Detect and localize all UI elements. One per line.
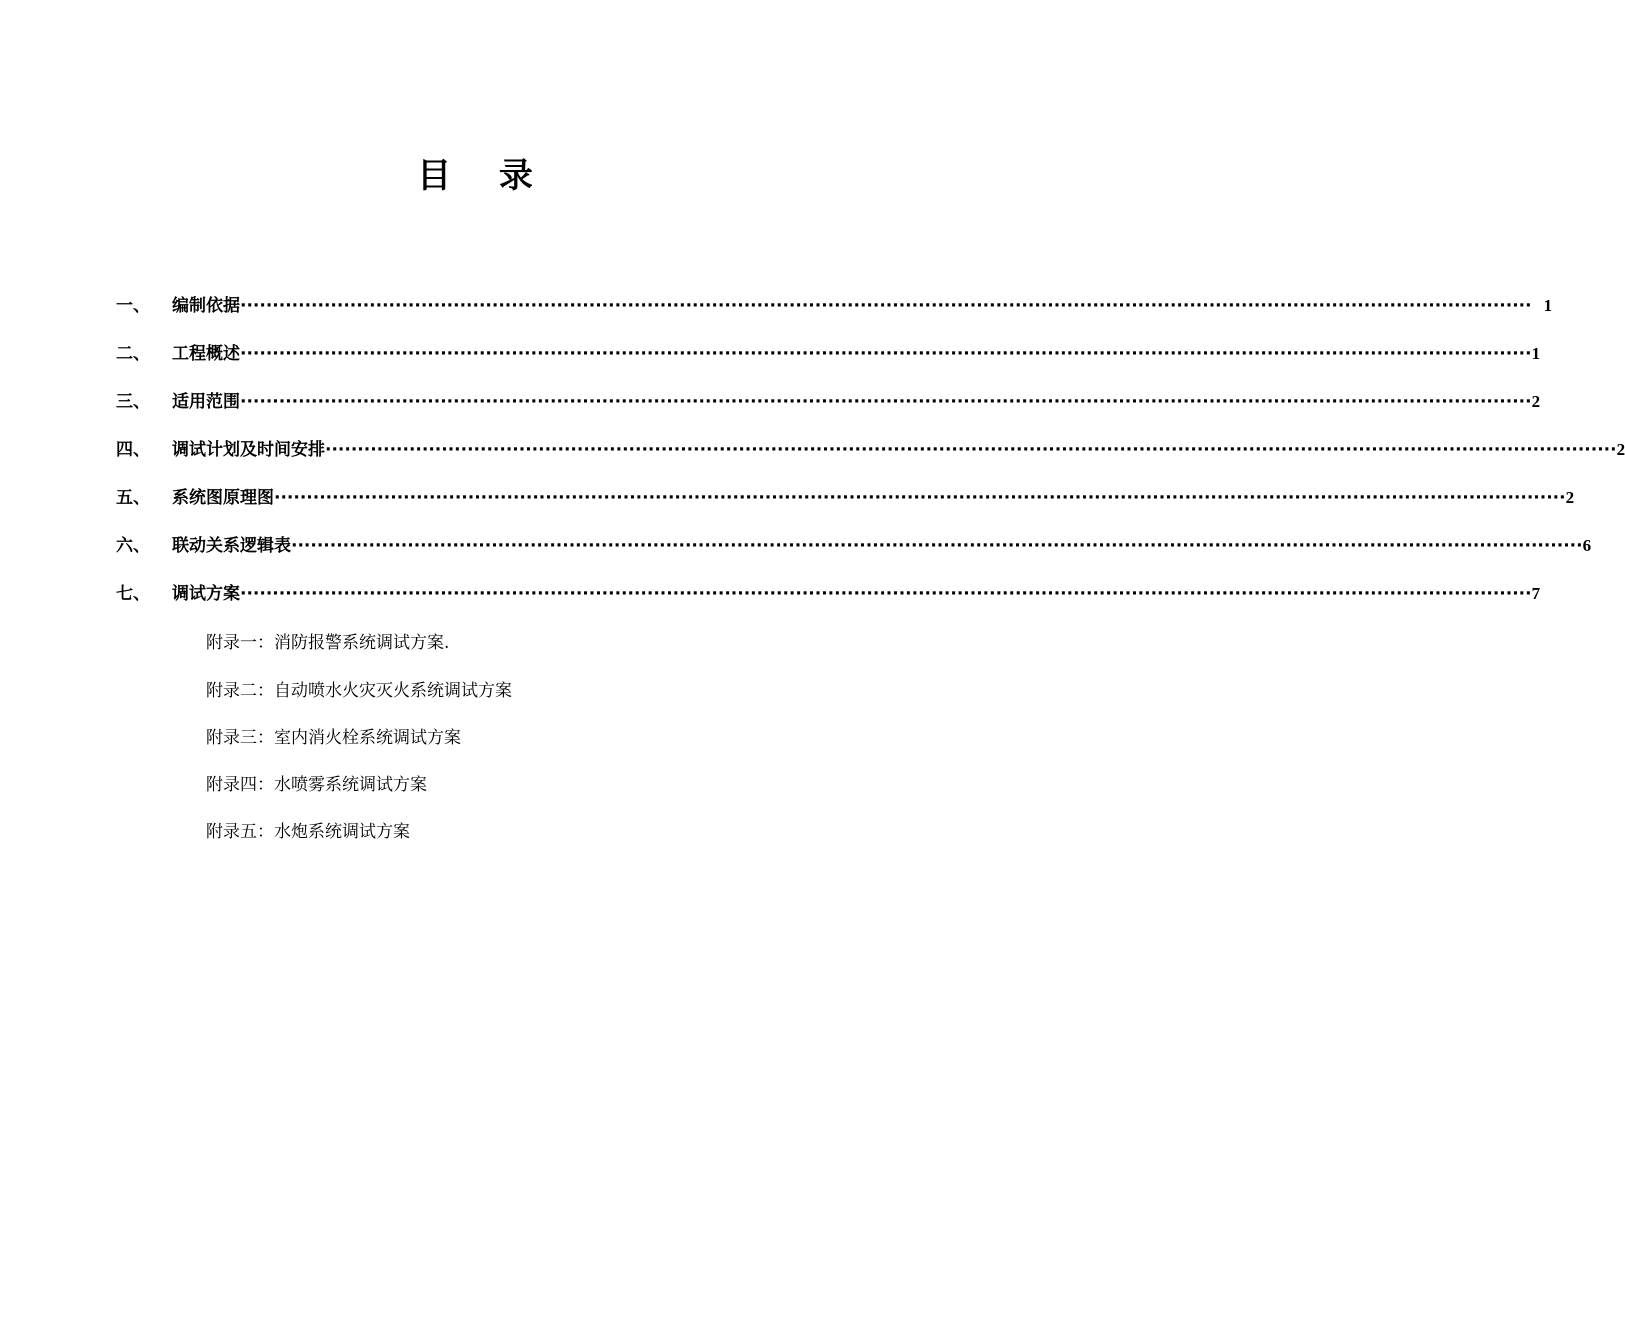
toc-leader-dots: ········································································································································································································ xyxy=(240,584,1532,604)
appendix-item: 附录三：室内消火栓系统调试方案 xyxy=(206,728,461,748)
toc-entry-number: 三、 xyxy=(116,392,150,412)
toc-entry-page: 2 xyxy=(1531,392,1541,411)
toc-entry-number: 六、 xyxy=(116,536,150,556)
appendix-item: 附录四：水喷雾系统调试方案 xyxy=(206,775,427,795)
toc-entry-number: 四、 xyxy=(116,440,150,460)
toc-entry-title: 联动关系逻辑表 xyxy=(172,536,291,556)
toc-leader-dots: ········································································································································································································ xyxy=(291,536,1583,556)
toc-entry-title: 系统图原理图 xyxy=(172,488,274,508)
toc-entry-page: 6 xyxy=(1582,536,1592,555)
toc-entry-page: 2 xyxy=(1616,440,1625,459)
toc-entry-body xyxy=(172,485,1575,511)
toc-leader-dots: ········································································································································································································ xyxy=(240,296,1532,316)
toc-entry-title: 调试计划及时间安排 xyxy=(172,440,325,460)
toc-entry-body xyxy=(172,341,1541,367)
appendix-item: 附录二：自动喷水火灾灭火系统调试方案 xyxy=(206,681,512,701)
toc-leader-dots: ········································································································································································································ xyxy=(240,392,1532,412)
toc-entry-number: 一、 xyxy=(116,296,150,316)
toc-leader-dots: ········································································································································································································ xyxy=(240,344,1532,364)
toc-entry-body xyxy=(172,437,1625,463)
toc-entry-title: 工程概述 xyxy=(172,344,240,364)
toc-entry-title: 编制依据 xyxy=(172,296,240,316)
toc-entry-body xyxy=(172,389,1541,415)
toc-entry-page: 1 xyxy=(1543,296,1553,315)
toc-leader-dots: ········································································································································································································ xyxy=(274,488,1566,508)
toc-entry-number: 五、 xyxy=(116,488,150,508)
toc-entry-page: 7 xyxy=(1531,584,1541,603)
toc-entry-number: 七、 xyxy=(116,584,150,604)
page-title: 目 录 xyxy=(417,156,551,196)
appendix-item: 附录一：消防报警系统调试方案. xyxy=(206,633,450,653)
toc-entry-body xyxy=(172,581,1541,607)
toc-entry-page: 2 xyxy=(1565,488,1575,507)
toc-entry-page: 1 xyxy=(1531,344,1541,363)
toc-entry-body xyxy=(172,533,1592,559)
toc-entry-title: 适用范围 xyxy=(172,392,240,412)
appendix-item: 附录五：水炮系统调试方案 xyxy=(206,822,410,842)
toc-entry-body xyxy=(172,293,1553,319)
toc-entry-title: 调试方案 xyxy=(172,584,240,604)
toc-entry-number: 二、 xyxy=(116,344,150,364)
toc-leader-dots: ········································································································································································································ xyxy=(325,440,1617,460)
